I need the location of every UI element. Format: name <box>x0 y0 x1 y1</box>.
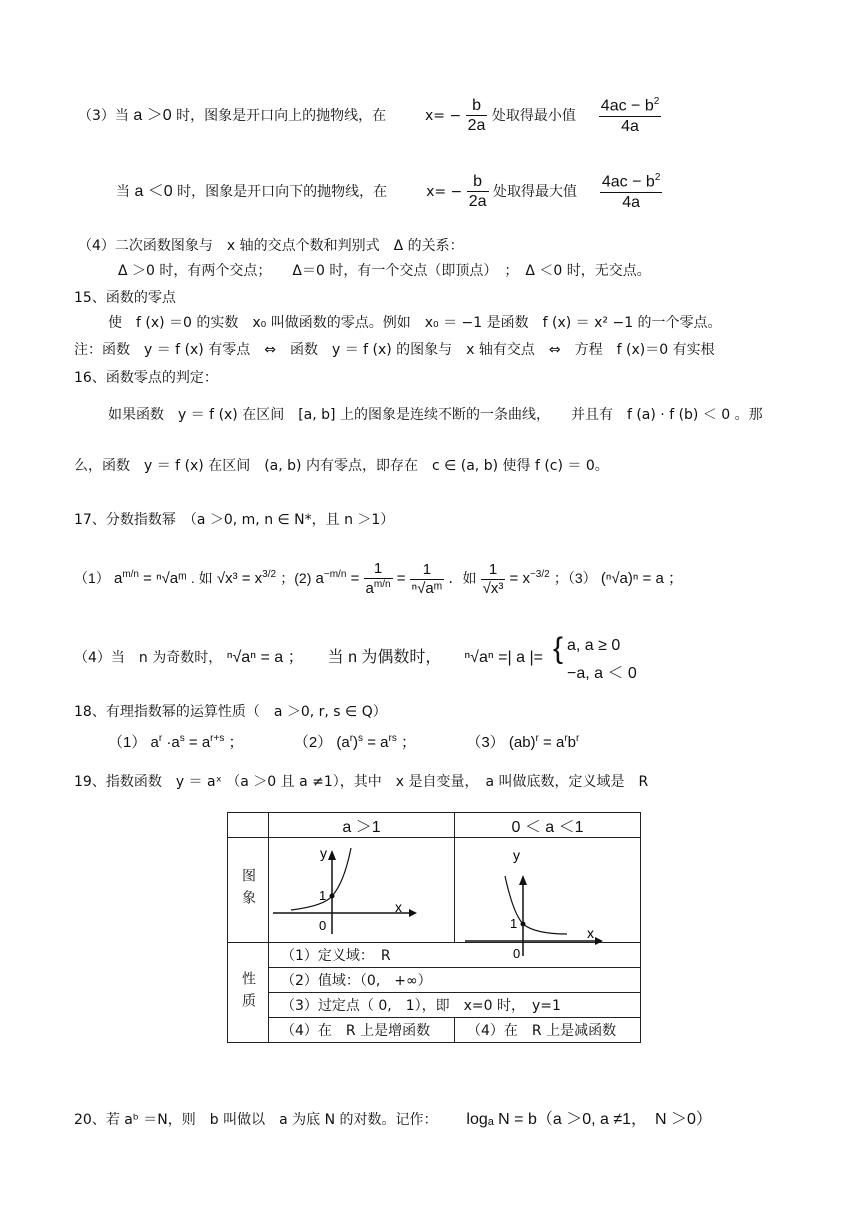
denominator: 4a <box>621 117 639 135</box>
table-graph-row <box>228 838 641 943</box>
origin-label: 0 <box>513 946 521 961</box>
abs-text: =| a |= <box>498 649 543 666</box>
exponential-function-table <box>227 812 641 1043</box>
origin-label: 0 <box>319 918 327 933</box>
decreasing-exponential-graph <box>455 838 639 961</box>
text: （3）当 <box>78 107 129 124</box>
fractional-power-rules: （1） $a^{m/n}$ = ⁿ√aᵐ . 如 $√x^3 = x^{3/2}$ ；(2) $a^{-m/n}$ = $\frac{1}{a^{m/n}}$ = $\frac{1}{\text{ⁿ√aᵐ}}$ ．如 $\frac{1}{\text{√x³}}$ = $x^{-3/2}$ ；（3） (ⁿ√a)ⁿ = a ； <box>74 560 683 597</box>
label-2: ；(2) <box>280 569 312 586</box>
piecewise-case-1: a, a ≥ 0 <box>567 637 621 654</box>
y-label: y <box>320 845 327 861</box>
numerator <box>600 172 663 193</box>
fraction-max-value <box>600 172 663 212</box>
property-row-1 <box>228 943 641 968</box>
zero-definition: 使 f (x) ＝0 的实数 x₀ 叫做函数的零点。例如 x₀ ＝ −1 是函数 f (x) ＝ x² −1 的一个零点。 <box>108 315 722 331</box>
property-row-3 <box>228 993 641 1018</box>
row-label-graph: 图象 <box>228 838 269 943</box>
odd-text: （4）当 n 为奇数时， <box>74 650 223 666</box>
x-eq: x= − <box>426 183 463 200</box>
fixed-point <box>330 894 335 899</box>
condition: a ＞0 <box>133 106 172 124</box>
fixed-point <box>521 922 526 927</box>
denominator: 4a <box>622 193 641 211</box>
vertex-max-line <box>116 172 662 212</box>
rule-3: （3） <box>466 734 505 751</box>
denominator: 2a <box>467 117 486 135</box>
num-text: 4ac − b <box>601 173 655 191</box>
y-axis-arrow <box>328 850 336 860</box>
property-increasing: （4）在 R 上是增函数 <box>269 1018 455 1043</box>
square: 2 <box>654 172 661 183</box>
table-header-row <box>228 813 641 838</box>
section-16-heading: 16、函数零点的判定： <box>74 370 218 386</box>
x-axis-arrow <box>409 909 417 917</box>
vertex-min-line <box>78 96 661 136</box>
fraction-b-2a <box>466 96 488 135</box>
y-label: y <box>513 847 520 863</box>
result: = a ； <box>642 569 683 587</box>
property-row-2 <box>228 968 641 993</box>
property-row-4 <box>228 1018 641 1043</box>
text: 处取得最大值 <box>492 183 577 200</box>
property-range: （2）值域：（0, +∞） <box>269 968 641 993</box>
section-19-heading: 19、指数函数 y ＝ aˣ （a ＞0 且 a ≠1），其中 x 是自变量， a 叫做底数，定义域是 R <box>74 774 649 790</box>
eg: . 如 <box>190 569 213 586</box>
x-eq: x= − <box>424 107 462 124</box>
exponent-rules: （1） $a^r \cdot a^s = a^{r+s}$ ； （2） $(a^r)^s = a^{rs}$ ； （3） $(ab)^r = a^rb^r$ <box>108 733 580 751</box>
numerator: b <box>467 172 489 192</box>
one-label: 1 <box>319 888 327 903</box>
root-expr: ⁿ√aⁿ <box>226 649 257 666</box>
x-label: x <box>395 899 402 915</box>
condition: a ＜0 <box>134 182 173 200</box>
even-text: = a ； 当 n 为偶数时， <box>260 649 442 666</box>
num-text: 4ac − b <box>600 97 654 115</box>
section-15-heading: 15、函数的零点 <box>74 290 176 306</box>
graph-increasing <box>269 838 455 943</box>
log-definition: 20、若 aᵇ ＝N，则 b 叫做以 a 为底 N 的对数。记作： <box>74 1112 438 1128</box>
corner-cell <box>228 813 269 838</box>
col-a-gt-1: a ＞1 <box>269 813 455 838</box>
col-a-lt-1: 0 ＜ a ＜1 <box>455 813 641 838</box>
fraction-example: $\frac{1}{\text{√x³}}$ <box>482 560 504 597</box>
row-label-properties: 性质 <box>228 943 269 1043</box>
increasing-exponential-graph <box>269 838 453 938</box>
rule-2: （2） <box>293 734 333 751</box>
one-label: 1 <box>510 916 518 931</box>
log-notation: logₐ N = b（a ＞0, a ≠1， N ＞0） <box>466 1111 712 1128</box>
graph-decreasing <box>455 838 641 961</box>
numerator: b <box>466 96 488 116</box>
discriminant-heading: （4）二次函数图象与 x 轴的交点个数和判别式 Δ 的关系： <box>78 238 464 254</box>
zero-theorem-line2: 么，函数 y ＝ f (x) 在区间 (a, b) 内有零点，即存在 c ∈ (a, b) 使得 f (c) ＝ 0。 <box>74 458 609 474</box>
piecewise-brace: { <box>553 632 564 665</box>
numerator <box>599 96 662 117</box>
text: 时，图象是开口向下的抛物线，在 <box>177 183 388 200</box>
x-label: x <box>587 925 594 941</box>
square: 2 <box>653 96 660 107</box>
section-17-heading: 17、分数指数幂 （a ＞0, m, n ∈ N*，且 n ＞1） <box>74 512 395 528</box>
label-1: （1） <box>74 569 110 586</box>
text: 时，图象是开口向上的抛物线，在 <box>176 107 387 124</box>
root-expr: ⁿ√aⁿ <box>464 649 494 666</box>
eg: ．如 <box>448 569 477 586</box>
section-18-heading: 18、有理指数幂的运算性质（ a ＞0, r, s ∈ Q） <box>74 704 387 720</box>
text: 处取得最小值 <box>491 107 576 124</box>
property-fixed-point: （3）过定点（ 0, 1），即 x=0 时， y=1 <box>269 993 641 1018</box>
y-axis-arrow <box>519 875 527 885</box>
fraction-min-value <box>599 96 662 136</box>
denominator: 2a <box>468 193 487 211</box>
zero-theorem-line1: 如果函数 y ＝ f (x) 在区间 [a, b] 上的图象是连续不断的一条曲线， 并且有 f (a) · f (b) ＜ 0 。那 <box>108 407 763 423</box>
discriminant-cases: Δ ＞0 时，有两个交点； Δ＝0 时，有一个交点（即顶点） ； Δ ＜0 时，无交点。 <box>118 263 651 279</box>
fraction-neg-power: $\frac{1}{a^{m/n}}$ <box>365 560 391 597</box>
odd-even-root <box>74 648 543 667</box>
rule-1: （1） a <box>108 734 159 751</box>
property-domain: （1）定义域： R <box>269 943 641 968</box>
fraction-root: $\frac{1}{\text{ⁿ√aᵐ}}$ <box>411 560 443 597</box>
piecewise-case-2: −a, a ＜ 0 <box>567 665 637 682</box>
fraction-b-2a <box>467 172 489 211</box>
zero-note: 注：函数 y ＝ f (x) 有零点 ⇔ 函数 y ＝ f (x) 的图象与 x 轴有交点 ⇔ 方程 f (x)＝0 有实根 <box>74 342 715 358</box>
section-20-logarithm <box>74 1110 712 1129</box>
label-3: ；（3） <box>553 569 597 586</box>
text: 当 <box>116 183 130 200</box>
property-decreasing: （4）在 R 上是减函数 <box>455 1018 641 1043</box>
